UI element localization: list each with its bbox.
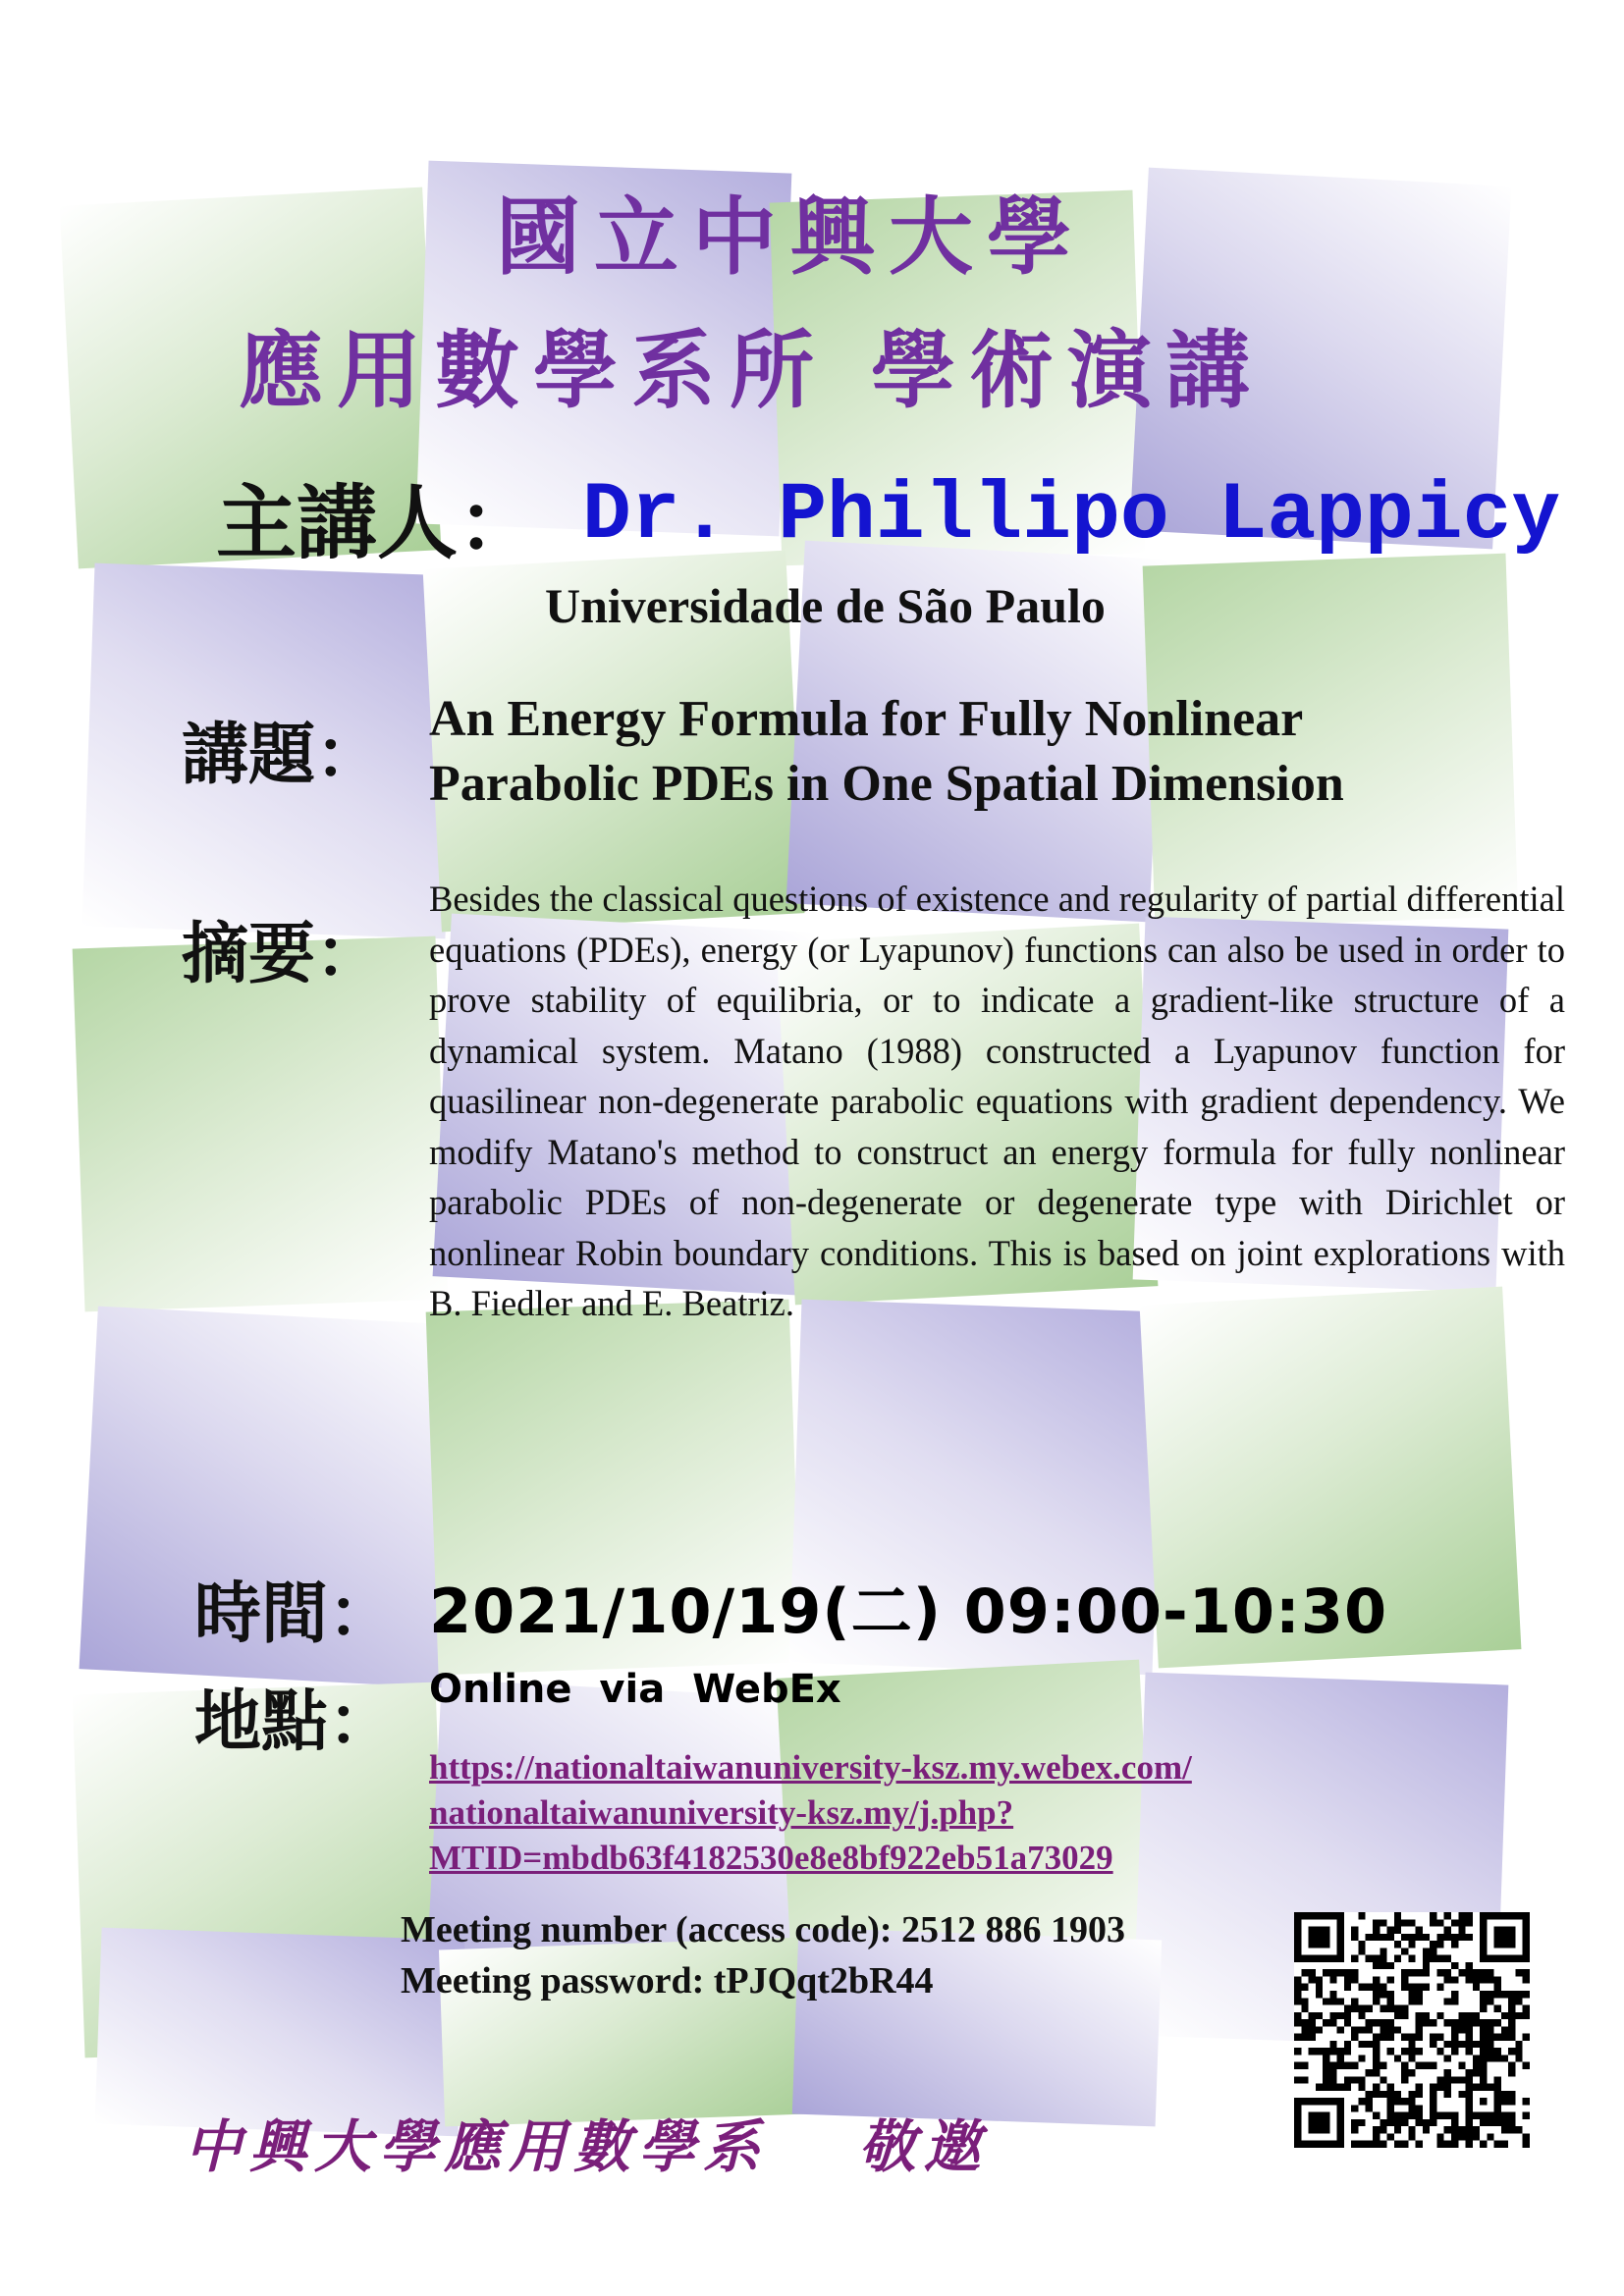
topic-title-line2: Parabolic PDEs in One Spatial Dimension [429, 756, 1344, 812]
university-title: 國立中興大學 [496, 188, 1085, 287]
meeting-number: Meeting number (access code): 2512 886 1903 [401, 1909, 1126, 1950]
speaker-affiliation: Universidade de São Paulo [545, 578, 1106, 633]
meeting-password: Meeting password: tPJQqt2bR44 [401, 1960, 934, 2002]
speaker-label: 主講人： [216, 477, 539, 570]
qr-code-graphic [1294, 1912, 1530, 2148]
footer-invite: 敬邀 [858, 2113, 989, 2180]
meeting-link-line2[interactable]: nationaltaiwanuniversity-ksz.my/j.php? [429, 1793, 1014, 1832]
meeting-info [401, 1904, 1125, 2006]
topic-label: 講題： [182, 717, 383, 794]
footer-host: 中興大學應用數學系 [185, 2113, 769, 2180]
topic-title-line1: An Energy Formula for Fully Nonlinear [429, 691, 1304, 747]
abstract-label: 摘要： [182, 916, 383, 993]
topic-title [429, 687, 1344, 817]
event-title: 應用數學系所 學術演講 [239, 322, 1264, 420]
location-value: Online via WebEx [429, 1667, 841, 1712]
location-label: 地點： [194, 1683, 396, 1761]
time-value: 2021/10/19(二) 09:00-10:30 [429, 1575, 1388, 1647]
qr-code-icon[interactable] [1294, 1912, 1530, 2148]
footer-invitation [185, 2101, 988, 2183]
time-label: 時間： [194, 1575, 396, 1653]
meeting-link[interactable] [429, 1745, 1192, 1881]
meeting-link-line1[interactable]: https://nationaltaiwanuniversity-ksz.my.webex.com/ [429, 1748, 1192, 1787]
speaker-name: Dr. Phillipo Lappicy [582, 469, 1561, 561]
meeting-link-line3[interactable]: MTID=mbdb63f4182530e8e8bf922eb51a73029 [429, 1839, 1113, 1877]
abstract-text: Besides the classical questions of existence and regularity of partial differential equations (PDEs), energy (or Lyapunov) functions can also be used in order to prove stability of equilibria, or to indicate a gradient-like structure of a dynamical system. Matano (1988) constructed a Lyapunov function for quasilinear non-degenerate parabolic equations with gradient dependency. We modify Matano's method to construct an energy formula for fully nonlinear parabolic PDEs of non-degenerate or degenerate type with Dirichlet or nonlinear Robin boundary conditions. This is based on joint explorations with B. Fiedler and E. Beatriz. [429, 879, 1565, 1323]
